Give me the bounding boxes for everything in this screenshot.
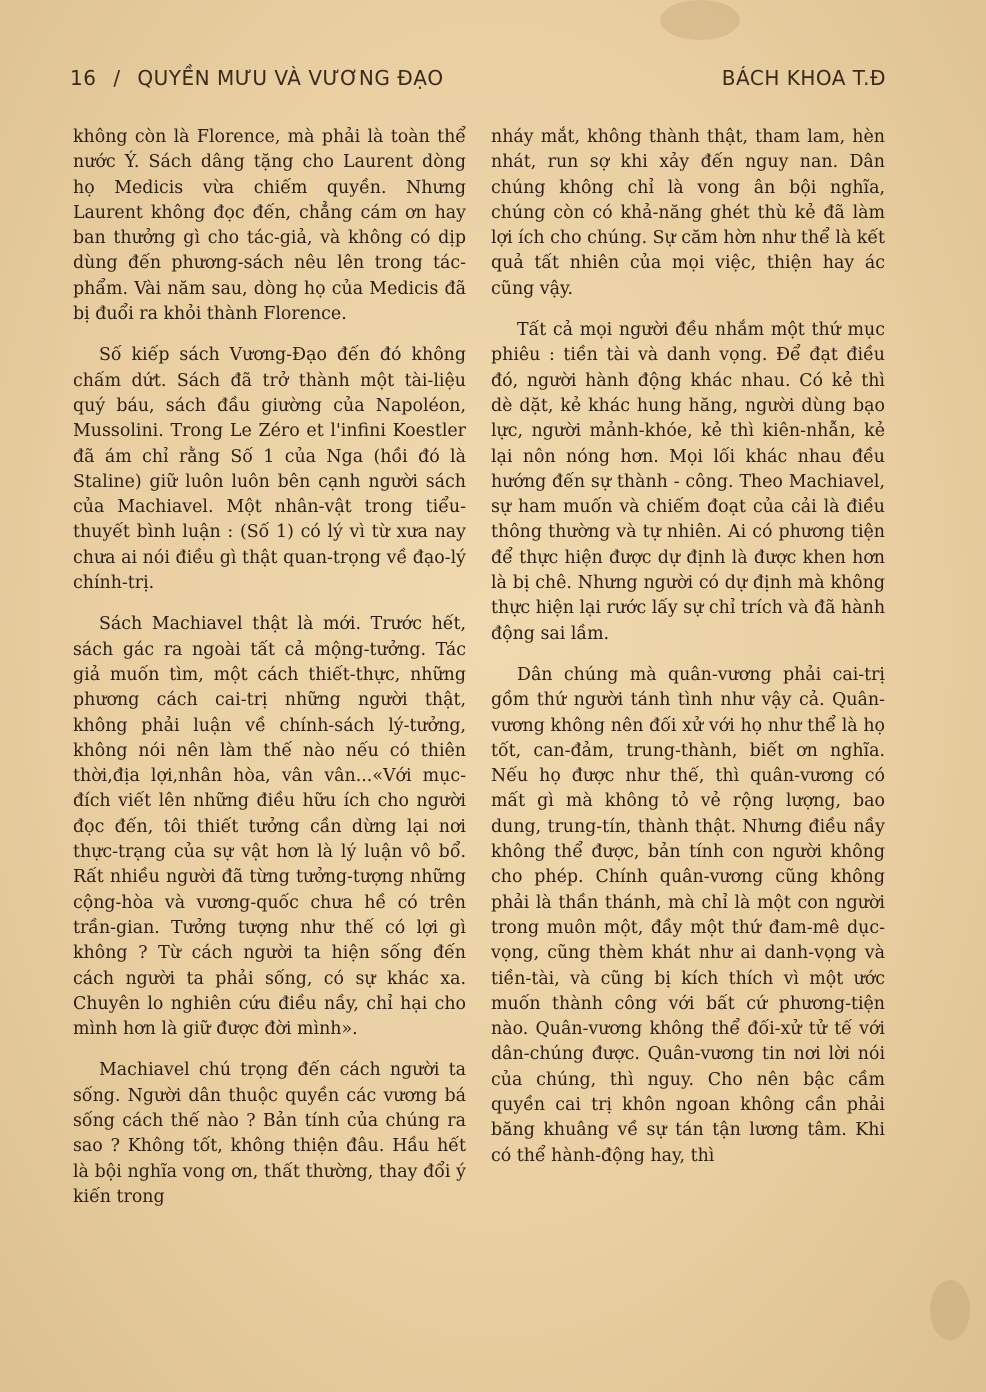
right-column xyxy=(491,125,885,1185)
paper-stain xyxy=(930,1280,970,1340)
header-separator: / xyxy=(113,66,121,90)
paper-stain xyxy=(660,0,740,40)
header-left xyxy=(70,66,454,90)
paragraph: Số kiếp sách Vương-Đạo đến đó không chấm dứt. Sách đã trở thành một tài-liệu quý báu, sách đầu giường của Napoléon, Mussolini. Trong Le Zéro et l'infini Koestler đã ám chỉ rằng Số 1 của Nga (hồi đó là Staline) giữ luôn luôn bên cạnh người sách của Machiavel. Một nhân-vật trong tiểu-thuyết bình luận : (Số 1) có lý vì từ xưa nay chưa ai nói điều gì thật quan-trọng về đạo-lý chính-trị. xyxy=(73,345,466,594)
publication-name: BÁCH KHOA T.Đ xyxy=(721,66,886,90)
paragraph: không còn là Florence, mà phải là toàn thể nước Ý. Sách dâng tặng cho Laurent dòng họ Medicis vừa chiếm quyền. Nhưng Laurent không đọc đến, chẳng cám ơn hay ban thưởng gì cho tác-giả, và không có dịp dùng đến phương-sách nêu lên trong tác-phẩm. Vài năm sau, dòng họ của Medicis đã bị đuổi ra khỏi thành Florence. xyxy=(73,127,466,325)
paragraph: nháy mắt, không thành thật, tham lam, hèn nhát, run sợ khi xảy đến nguy nan. Dân chúng không chỉ là vong ân bội nghĩa, chúng còn có khả-năng ghét thù kẻ đã làm lợi ích cho chúng. Sự căm hờn như thể là kết quả tất nhiên của mọi việc, thiện hay ác cũng vậy. xyxy=(491,127,886,299)
paragraph: Sách Machiavel thật là mới. Trước hết, sách gác ra ngoài tất cả mộng-tưởng. Tác giả muốn tìm, một cách thiết-thực, những phương cách cai-trị những người thật, không phải luận về chính-sách lý-tưởng, không nói nên làm thế nào nếu có thiên thời,địa lợi,nhân hòa, vân vân...«Với mục-đích viết lên những điều hữu ích cho người đọc đến, tôi thiết tưởng cần dừng lại nơi thực-trạng của sự vật hơn là lý luận vô bổ. Rất nhiều người đã từng tưởng-tượng những cộng-hòa và vương-quốc chưa hề có trên trần-gian. Tưởng tượng như thế có lợi gì không ? Từ cách người ta hiện sống đến cách người ta phải sống, có sự khác xa. Chuyên lo nghiên cứu điều nầy, chỉ hại cho mình hơn là giữ được đời mình». xyxy=(73,614,466,1040)
paragraph: Tất cả mọi người đều nhắm một thứ mục phiêu : tiền tài và danh vọng. Để đạt điều đó, người hành động khác nhau. Có kẻ thì dè dặt, kẻ khác hung hăng, người dùng bạo lực, người mảnh-khóe, kẻ thì kiên-nhẫn, kẻ lại nôn nóng hơn. Mọi lối khác nhau đều hướng đến sự thành - công. Theo Machiavel, sự ham muốn và chiếm đoạt của cải là điều thông thường và tự nhiên. Ai có phương tiện để thực hiện được dự định là được khen hơn là bị chê. Nhưng người có dự định mà không thực hiện lại rước lấy sự chỉ trích và đã hành động sai lầm. xyxy=(491,320,886,644)
page-number: 16 xyxy=(70,66,97,90)
left-column xyxy=(73,125,466,1226)
running-header xyxy=(70,58,886,98)
chapter-title: QUYỀN MƯU VÀ VƯƠNG ĐẠO xyxy=(137,66,444,90)
paragraph: Dân chúng mà quân-vương phải cai-trị gồm thứ người tánh tình như vậy cả. Quân-vương không nên đối xử với họ như thể là họ tốt, can-đảm, trung-thành, biết ơn nghĩa. Nếu họ được như thế, thì quân-vương có mất gì mà không tỏ vẻ rộng lượng, bao dung, trung-tín, thành thật. Nhưng điều nầy không thể được, bản tính con người không cho phép. Chính quân-vương cũng không phải là thần thánh, mà chỉ là một con người trong muôn một, đầy một thứ đam-mê dục-vọng, cũng thèm khát như ai danh-vọng và tiền-tài, và cũng bị kích thích vì một ước muốn thành công với bất cứ phương-tiện nào. Quân-vương không thể đối-xử tử tế với dân-chúng được. Quân-vương tin nơi lời nói của chúng, thì nguy. Cho nên bậc cầm quyền cai trị khôn ngoan không cần phải băng khuâng về sự tán tận lương tâm. Khi có thể hành-động hay, thì xyxy=(491,664,885,1166)
paragraph: Machiavel chú trọng đến cách người ta sống. Người dân thuộc quyền các vương bá sống cách thế nào ? Bản tính của chúng ra sao ? Không tốt, không thiện đâu. Hầu hết là bội nghĩa vong ơn, thất thường, thay đổi ý kiến trong xyxy=(73,1060,466,1207)
